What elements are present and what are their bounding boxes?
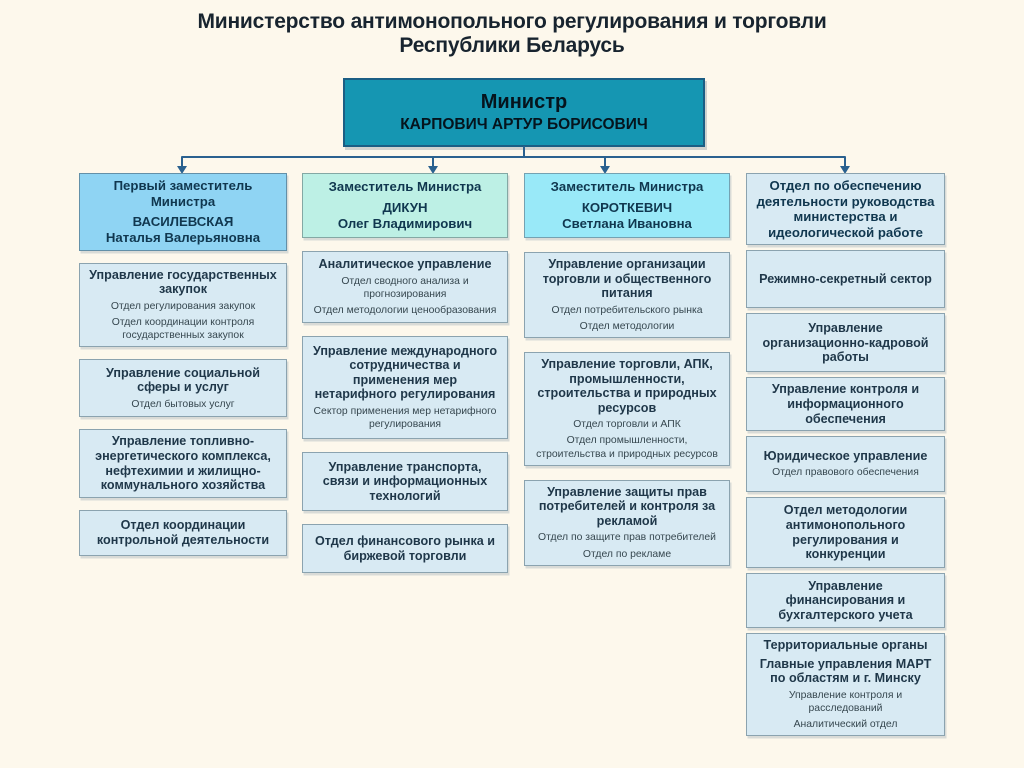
dept-title: Управление социальной сферы и услуг <box>106 365 260 395</box>
dept-box <box>746 497 945 568</box>
header-given-name: Наталья Валерьяновна <box>105 230 261 245</box>
dept-title: Аналитическое управление <box>318 257 492 272</box>
header-surname: ВАСИЛЕВСКАЯ <box>132 214 234 230</box>
dept-title: Управление защиты прав потребителей и контроля за рекламой <box>538 484 716 528</box>
dept-sub-item: Отдел бытовых услуг <box>131 398 235 410</box>
header-role: Первый заместитель Министра <box>113 178 253 209</box>
dept-box <box>79 263 287 348</box>
header-first-deputy <box>79 173 287 251</box>
dept-title: Управление организационно-кадровой работы <box>762 320 929 365</box>
page-title-line1: Министерство антимонопольного регулирования и торговли <box>197 10 827 33</box>
minister-name: КАРПОВИЧ АРТУР БОРИСОВИЧ <box>400 115 648 133</box>
header-deputy-dikun <box>302 173 508 238</box>
dept-sub-item: Отдел правового обеспечения <box>772 467 919 479</box>
dept-title: Отдел методологии антимонопольного регулирования и конкуренции <box>783 503 908 562</box>
dept-box <box>746 313 945 372</box>
header-name <box>338 200 472 232</box>
header-surname: ДИКУН <box>382 199 428 215</box>
dept-title: Управление контроля и информационного обеспечения <box>771 382 920 426</box>
dept-box <box>746 573 945 628</box>
dept-title: Юридическое управление <box>763 448 928 463</box>
dept-box <box>746 377 945 431</box>
dept-title: Управление финансирования и бухгалтерского учета <box>778 578 913 622</box>
header-name <box>562 200 692 232</box>
minister-box <box>343 78 705 147</box>
header-role: Заместитель Министра <box>328 179 482 195</box>
header-support-departments <box>746 173 945 245</box>
dept-box <box>746 633 945 736</box>
dept-box <box>79 359 287 417</box>
dept-box <box>302 251 508 323</box>
dept-box <box>746 250 945 308</box>
dept-box <box>79 429 287 497</box>
dept-box <box>79 510 287 556</box>
dept-title: Управление международного сотрудничества и применения мер нетарифного регулирования <box>312 343 498 402</box>
dept-box <box>302 524 508 573</box>
header-title: Отдел по обеспечению деятельности руководства министерства и идеологической работе <box>756 178 935 240</box>
dept-title: Режимно-секретный сектор <box>759 272 932 287</box>
dept-title: Управление государственных закупок <box>89 267 277 297</box>
dept-sub-item: Отдел потребительского рынка <box>551 304 703 316</box>
header-deputy-korotkevich <box>524 173 730 238</box>
column-first-deputy <box>79 173 287 556</box>
page-title-line2: Республики Беларусь <box>399 34 625 58</box>
dept-title: Отдел финансового рынка и биржевой торговли <box>314 533 496 563</box>
dept-box <box>746 436 945 492</box>
dept-sub-item: Отдел по защите прав потребителей <box>538 532 716 544</box>
column-support-departments <box>746 173 945 736</box>
header-name <box>106 214 260 246</box>
dept-title: Управление торговли, АПК, промышленности, строительства и природных ресурсов <box>537 357 717 415</box>
dept-sub-item: Отдел методологии <box>579 320 675 332</box>
dept-sub-item: Отдел регулирования закупок <box>110 301 256 313</box>
dept-sub-item: Управление контроля и расследований <box>788 689 903 714</box>
header-surname: КОРОТКЕВИЧ <box>581 199 673 215</box>
dept-title: Территориальные органы <box>763 638 928 653</box>
dept-sub-item: Отдел торговли и АПК <box>573 419 681 431</box>
dept-sub-item: Сектор применения мер нетарифного регулирования <box>313 406 497 431</box>
dept-box <box>524 480 730 566</box>
page-title <box>0 10 1024 59</box>
header-given-name: Олег Владимирович <box>337 215 473 231</box>
dept-box <box>524 352 730 466</box>
dept-sub-item: Аналитический отдел <box>793 719 898 731</box>
dept-sub-item: Отдел по рекламе <box>582 548 672 560</box>
header-given-name: Светлана Ивановна <box>562 215 692 231</box>
dept-sub-item: Отдел методологии ценообразования <box>313 304 497 316</box>
dept-title: Отдел координации контрольной деятельности <box>96 518 270 547</box>
dept-sub-item: Отдел сводного анализа и прогнозирования <box>341 275 469 300</box>
header-role: Заместитель Министра <box>550 179 704 195</box>
dept-box <box>302 336 508 439</box>
dept-box <box>302 452 508 511</box>
dept-sub-item: Отдел координации контроля государственных закупок <box>111 317 255 342</box>
dept-title: Управление топливно-энергетического комплекса, нефтехимии и жилищно-коммунального хозяйства <box>95 434 271 493</box>
dept-sub-item: Отдел промышленности, строительства и природных ресурсов <box>536 435 718 460</box>
column-deputy-korotkevich <box>524 173 730 566</box>
column-deputy-dikun <box>302 173 508 573</box>
dept-title: Управление организации торговли и общественного питания <box>542 257 712 301</box>
minister-role: Министр <box>480 90 568 113</box>
dept-box <box>524 252 730 338</box>
dept-title: Управление транспорта, связи и информационных технологий <box>322 459 488 503</box>
dept-subtitle: Главные управления МАРТ по областям и г. Минску <box>759 656 932 686</box>
